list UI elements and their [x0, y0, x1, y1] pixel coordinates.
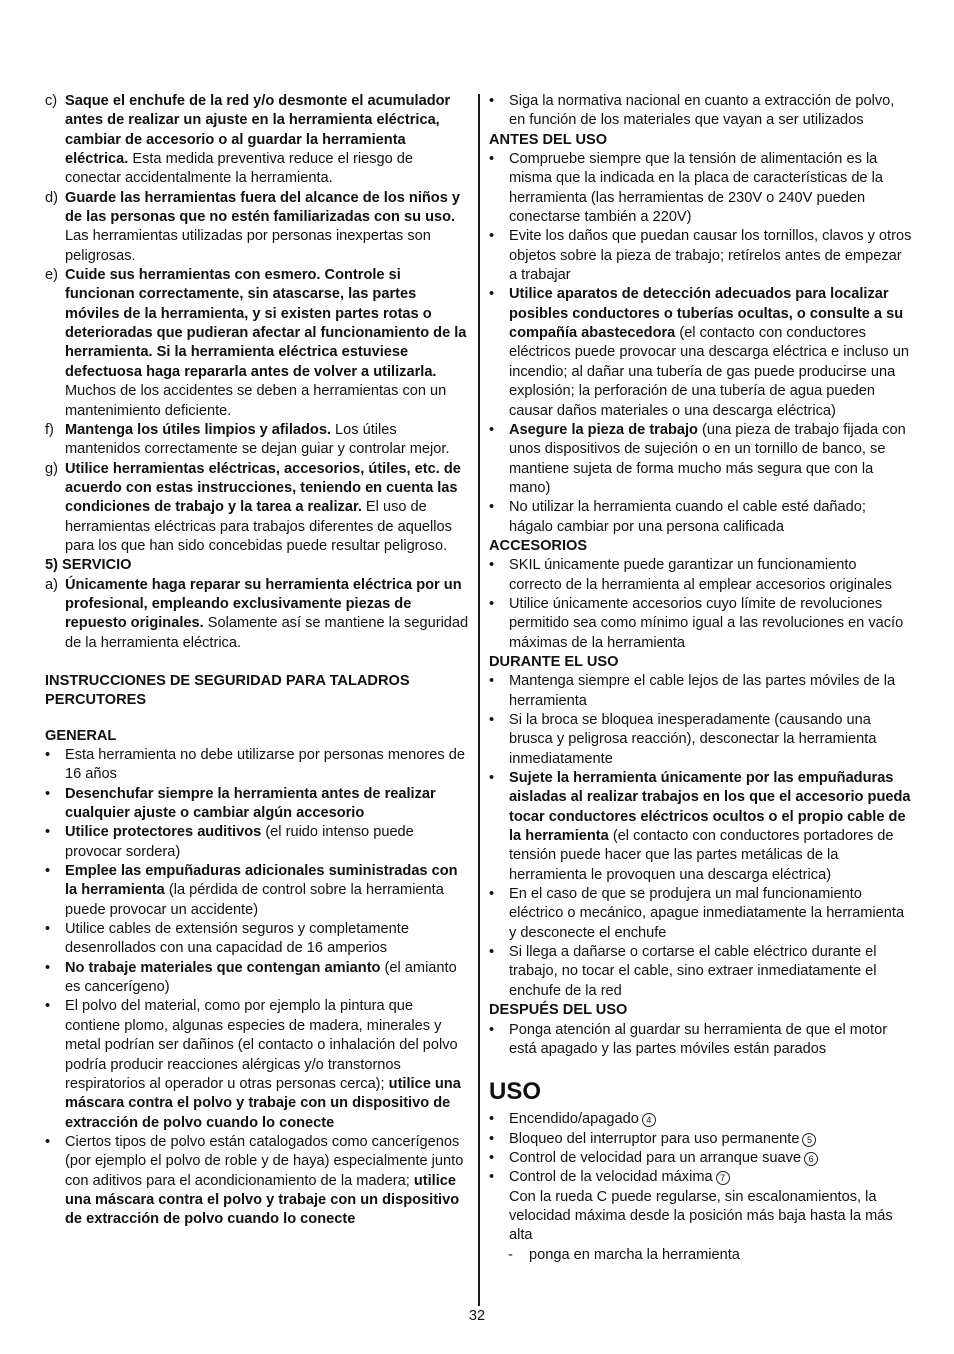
list-item — [489, 421, 913, 498]
list-item — [489, 885, 913, 943]
rule-bold-text: Únicamente haga reparar su herramienta eléctrica por un profesional, empleando exclusivamente piezas de repuesto originales. — [65, 576, 462, 632]
list-item-bold-text: Utilice aparatos de detección adecuados para localizar posibles conductores o tuberías ocultas, o consulte a su compañía abastecedora — [509, 286, 904, 342]
bullet: • — [45, 1133, 51, 1150]
rule-text: Esta medida preventiva reduce el riesgo de conectar accidentalmente la herramienta. — [65, 151, 414, 187]
list-item — [489, 150, 913, 227]
right-column — [489, 92, 913, 1265]
bullet: • — [489, 673, 495, 690]
list-item — [489, 285, 913, 420]
callout-number-icon: 6 — [804, 1152, 818, 1166]
rule-e — [45, 266, 469, 421]
rule-bold-text: Cuide sus herramientas con esmero. Controle si funcionan correctamente, sin atascarse, las partes móviles de la herramienta, y si existen partes rotas o deterioradas que pudieran afectar al funcionamiento de la herramienta. Si la herramienta eléctrica estuviese defectuosa haga repararla antes de volver a utilizarla. — [65, 267, 467, 380]
rule-label: a) — [45, 576, 58, 593]
bullet: • — [489, 228, 495, 245]
list-item-text: (la pérdida de control sobre la herramienta puede provocar un accidente) — [65, 882, 444, 918]
list-item-text: SKIL únicamente puede garantizar un funcionamiento correcto de la herramienta al emplear accesorios originales — [509, 557, 892, 593]
list-item — [489, 92, 913, 131]
list-item — [489, 498, 913, 537]
page-number: 32 — [468, 1308, 486, 1324]
bullet: • — [489, 1130, 495, 1147]
list-item — [489, 556, 913, 595]
rule-bold-text: Guarde las herramientas fuera del alcance de los niños y de las personas que no estén familiarizadas con su uso. — [65, 189, 461, 226]
durante-heading: DURANTE EL USO — [489, 653, 619, 670]
general-list — [45, 746, 469, 1230]
list-item-text: Bloqueo del interruptor para uso permanente — [509, 1130, 800, 1147]
antes-heading: ANTES DEL USO — [489, 131, 608, 148]
bullet: • — [45, 863, 51, 880]
list-item-text: Utilice únicamente accesorios cuyo límite de revoluciones permitido sea como mínimo igual a las revoluciones en vacío máximas de la herramienta — [509, 595, 904, 651]
rule-text: El uso de herramientas eléctricas para trabajos diferentes de aquellos para los que han sido concebidas puede resultar peligroso. — [65, 499, 452, 554]
uso-heading: USO — [489, 1078, 542, 1106]
list-item-text: Evite los daños que puedan causar los tornillos, clavos y otros objetos sobre la pieza de trabajo; retírelos antes de empezar a trabajar — [509, 228, 912, 284]
list-item-bold-text: Asegure la pieza de trabajo — [509, 421, 698, 438]
rule-d — [45, 189, 469, 266]
bullet: • — [45, 959, 51, 976]
uso-paragraph — [489, 1188, 913, 1246]
list-item — [489, 711, 913, 769]
bullet: • — [489, 944, 495, 961]
list-item-bold-text: Emplee las empuñaduras adicionales suministradas con la herramienta — [65, 863, 458, 899]
list-item — [489, 1110, 913, 1129]
bullet: • — [489, 1111, 495, 1128]
list-item — [45, 997, 469, 1132]
list-item-bold-text: Desenchufar siempre la herramienta antes de realizar cualquier ajuste o cambiar algún accesorio — [65, 785, 436, 822]
rule-text: Los útiles mantenidos correctamente se dejan guiar y controlar mejor. — [65, 421, 450, 458]
column-divider — [478, 94, 480, 1306]
list-item-text: En el caso de que se produjera un mal funcionamiento eléctrico o mecánico, apague inmediatamente la herramienta y desconecte el enchufe — [509, 886, 905, 941]
bullet: • — [45, 921, 51, 938]
bullet: • — [489, 151, 495, 168]
bullet: • — [489, 595, 495, 612]
list-item-text: (una pieza de trabajo fijada con unos dispositivos de sujeción o en un tornillo de banco, se mantiene sujeta de forma mucho más segura que con la mano) — [509, 421, 906, 496]
rule-label: e) — [45, 267, 58, 284]
list-item — [45, 862, 469, 920]
uso-paragraph-text: Con la rueda C puede regularse, sin escalonamientos, la velocidad máxima desde la posición más baja hasta la más alta — [509, 1188, 893, 1244]
list-item — [45, 785, 469, 824]
rule-bold-text: Mantenga los útiles limpios y afilados. — [65, 421, 331, 438]
despues-list — [489, 1021, 913, 1060]
list-item — [489, 1168, 913, 1187]
uso-list — [489, 1110, 913, 1187]
list-item-text: Si llega a dañarse o cortarse el cable eléctrico durante el trabajo, no tocar el cable, sino extraer inmediatamente el enchufe de la red — [509, 944, 877, 999]
bullet: • — [489, 770, 495, 787]
list-item-bold-text: Utilice protectores auditivos — [65, 824, 262, 841]
bullet: • — [489, 93, 495, 109]
rule-text: Muchos de los accidentes se deben a herramientas con un mantenimiento deficiente. — [65, 383, 447, 419]
list-item-text: Siga la normativa nacional en cuanto a extracción de polvo, en función de los materiales que vayan a ser utilizados — [509, 93, 895, 129]
bullet: • — [45, 747, 51, 763]
rule-bold-text: Saque el enchufe de la red y/o desmonte el acumulador antes de realizar un ajuste en la herramienta eléctrica, cambiar de accesorio o al guardar la herramienta eléctrica. — [65, 93, 451, 168]
list-item — [45, 823, 469, 862]
list-item-text: (el contacto con conductores portadores de tensión puede hacer que las partes metálicas de la herramienta le provoquen una descarga eléctrica) — [509, 828, 894, 883]
accesorios-heading: ACCESORIOS — [489, 537, 588, 554]
bullet: • — [489, 1169, 495, 1186]
bullet: • — [489, 886, 495, 903]
rule-text: Las herramientas utilizadas por personas inexpertas son peligrosas. — [65, 228, 431, 264]
bullet: • — [489, 557, 495, 574]
list-item-text: Control de velocidad para un arranque suave — [509, 1149, 802, 1166]
list-item-text: El polvo del material, como por ejemplo la pintura que contiene plomo, algunas especies de madera, minerales y metal podrían ser dañinos (el contacto o inhalación del polvo podría producir reacciones alérgicas y/o transtornos respiratorios al operador u otras personas cerca); — [65, 998, 458, 1092]
rule-label: g) — [45, 460, 58, 477]
rule-c — [45, 92, 469, 189]
list-item — [45, 920, 469, 959]
bullet: • — [489, 499, 495, 516]
list-item-text: Compruebe siempre que la tensión de alimentación es la misma que la indicada en la placa de características de la herramienta (las herramientas de 230V o 240V pueden conectarse también a 220V) — [509, 151, 883, 226]
list-item-text: Mantenga siempre el cable lejos de las partes móviles de la herramienta — [509, 673, 896, 709]
bullet: • — [45, 824, 51, 841]
list-item-text: Ponga atención al guardar su herramienta de que el motor está apagado y las partes móviles están parados — [509, 1021, 888, 1057]
list-item — [45, 959, 469, 998]
list-item-text: Si la broca se bloquea inesperadamente (causando una brusca y peligrosa reacción), desconectar la herramienta inmediatamente — [509, 712, 877, 767]
despues-heading: DESPUÉS DEL USO — [489, 1002, 628, 1019]
list-item-bold-text: utilice una máscara contra el polvo y trabaje con un dispositivo de extracción de polvo cuando lo conecte — [65, 1172, 460, 1228]
antes-list — [489, 150, 913, 537]
instrucciones-heading: INSTRUCCIONES DE SEGURIDAD PARA TALADROS PERCUTORES — [45, 672, 410, 709]
dash: - — [508, 1246, 513, 1263]
rule-a — [45, 576, 469, 653]
accesorios-list — [489, 556, 913, 653]
list-item — [489, 943, 913, 1001]
callout-number-icon: 5 — [802, 1133, 816, 1147]
list-item-text: Control de la velocidad máxima — [509, 1169, 713, 1186]
list-item-text: (el contacto con conductores eléctricos puede provocar una descarga eléctrica e incluso un incendio; al dañar una tubería de gas puede producirse una explosión; la perforación de una tubería de agua pueden causar daños materiales o una descarga eléctrica) — [509, 325, 909, 419]
bullet: • — [45, 785, 51, 802]
callout-number-icon: 4 — [642, 1113, 656, 1127]
list-item — [489, 227, 913, 285]
rule-f — [45, 421, 469, 460]
list-item-bold-text: No trabaje materiales que contengan amianto — [65, 959, 381, 976]
servicio-heading: 5) SERVICIO — [45, 557, 132, 574]
bullet: • — [45, 998, 51, 1015]
list-item — [45, 1133, 469, 1230]
left-column — [45, 92, 469, 1230]
list-item — [489, 595, 913, 653]
bullet: • — [489, 1021, 495, 1038]
rule-bold-text: Utilice herramientas eléctricas, accesorios, útiles, etc. de acuerdo con estas instrucciones, teniendo en cuenta las condiciones de trabajo y la tarea a realizar. — [65, 460, 461, 516]
rule-label: d) — [45, 189, 58, 206]
bullet: • — [489, 421, 495, 438]
list-item — [489, 672, 913, 711]
bullet: • — [489, 712, 495, 728]
list-item-text: (el ruido intenso puede provocar sordera) — [65, 824, 414, 860]
dash-item-text: ponga en marcha la herramienta — [529, 1246, 740, 1263]
list-item-text: (el amianto es cancerígeno) — [65, 959, 457, 996]
list-item-text: Ciertos tipos de polvo están catalogados como cancerígenos (por ejemplo el polvo de roble y de haya) especialmente junto con aditivos para el acondicionamiento de la madera; — [65, 1133, 464, 1189]
list-item — [489, 1130, 913, 1149]
rule-text: Solamente así se mantiene la seguridad de la herramienta eléctrica. — [65, 615, 469, 651]
list-item-text: Encendido/apagado — [509, 1111, 639, 1128]
list-item-bold-text: utilice una máscara contra el polvo y trabaje con un dispositivo de extracción de polvo cuando lo conecte — [65, 1075, 461, 1131]
bullet: • — [489, 286, 495, 303]
list-item — [45, 746, 469, 785]
list-item-text: Esta herramienta no debe utilizarse por personas menores de 16 años — [65, 747, 465, 783]
list-item-bold-text: Sujete la herramienta únicamente por las empuñaduras aisladas al realizar trabajos en los que el accesorio pueda tocar conductores eléctricos ocultos o el propio cable de la herramienta — [509, 770, 911, 845]
callout-number-icon: 7 — [716, 1171, 730, 1185]
bullet: • — [489, 1149, 495, 1166]
rule-label: f) — [45, 421, 54, 438]
durante-list — [489, 672, 913, 1001]
list-item — [489, 769, 913, 885]
general-heading: GENERAL — [45, 727, 117, 744]
list-item — [489, 1149, 913, 1168]
list-item-text: Utilice cables de extensión seguros y completamente desenrollados con una capacidad de 16 amperios — [65, 921, 409, 957]
dash-item — [489, 1246, 913, 1265]
list-item-text: No utilizar la herramienta cuando el cable esté dañado; hágalo cambiar por una persona calificada — [509, 499, 866, 535]
rule-g — [45, 460, 469, 557]
rule-label: c) — [45, 93, 58, 109]
list-item — [489, 1021, 913, 1060]
